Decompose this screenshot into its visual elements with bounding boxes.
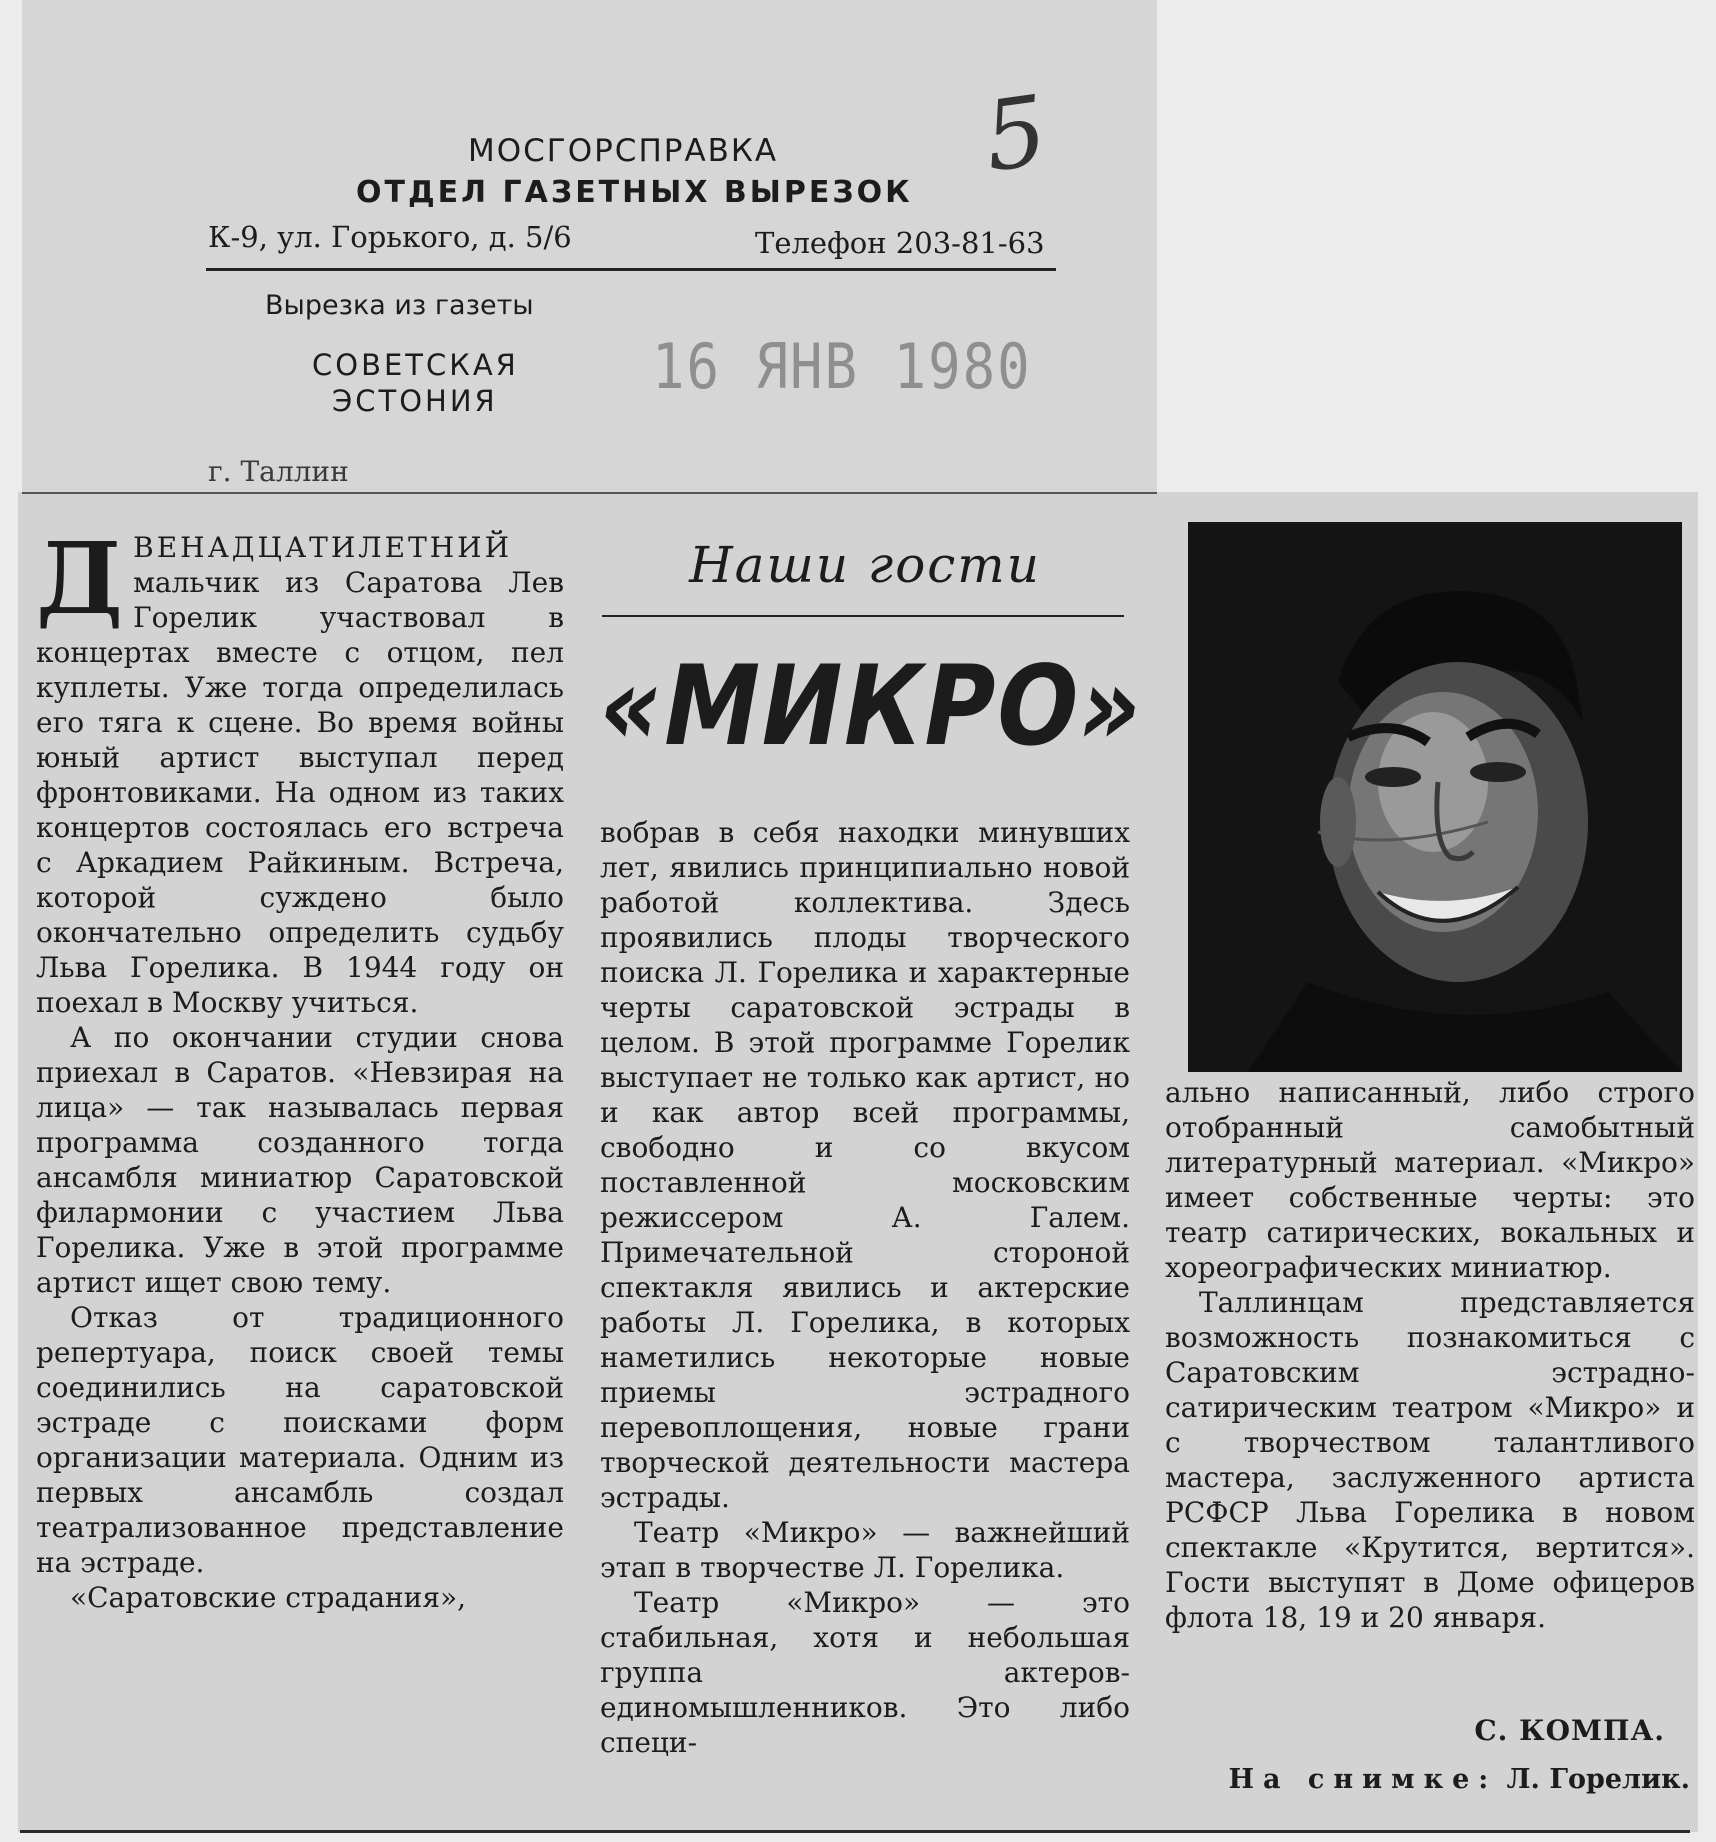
portrait-image [1188,522,1682,1072]
department-name: ОТДЕЛ ГАЗЕТНЫХ ВЫРЕЗОК [356,175,913,210]
article-paragraph: Театр «Микро» — это стабильная, хотя и небольшая группа актеров-единомышленников. Это либо специ- [600,1586,1130,1759]
agency-address: К-9, ул. Горького, д. 5/6 [208,220,572,254]
handwritten-page-mark: 5 [977,74,1054,194]
date-stamp: 16 ЯНВ 1980 [652,330,1032,403]
clipping-top-rule [22,492,1157,494]
article-paragraph: Театр «Микро» — важнейший этап в творчестве Л. Горелика. [600,1516,1130,1584]
caption-label: На снимке: [1228,1764,1498,1795]
caption-text: Л. Горелик. [1497,1764,1690,1795]
article-paragraph: «Саратовские страдания», [70,1581,467,1614]
city: г. Таллин [208,455,349,488]
article-paragraph: Таллинцам представляется возможность познакомиться с Саратовским эстрадно-сатирическим театром «Микро» и с творчеством талантливого мастера, заслуженного артиста РСФСР Льва Горелика в новом спектакле «Крутится, вертится». Гости выступят в Доме офицеров флота 18, 19 и 20 января. [1165,1286,1695,1634]
cut-label: Вырезка из газеты [265,290,534,321]
drop-cap: Д [36,522,124,637]
agency-name: МОСГОРСПРАВКА [468,133,779,169]
article-paragraph: А по окончании студии снова приехал в Саратов. «Невзирая на лица» — так называлась первая программа созданного тогда ансамбля миниатюр Саратовской филармонии с участием Льва Горелика. Уже в этой программе артист ищет свою тему. [36,1021,564,1299]
article-column-2 [600,815,1130,1760]
header-rule [206,268,1056,271]
article-column-3 [1165,1075,1695,1635]
article-paragraph: Отказ от традиционного репертуара, поиск своей темы соединились на саратовской эстраде с поисками форм организации материала. Одним из первых ансамбль создал театрализованное представление на эстраде. [36,1301,564,1579]
article-headline: «МИКРО» [588,641,1156,771]
newspaper-name-line2: ЭСТОНИЯ [332,384,498,418]
portrait-photo [1188,522,1682,1072]
agency-phone: Телефон 203-81-63 [755,226,1045,260]
photo-caption [1165,1764,1690,1795]
article-column-1 [36,522,564,1615]
author-signature: С. КОМПА. [1474,1714,1665,1747]
newspaper-name-line1: СОВЕТСКАЯ [312,348,519,382]
rubric: Наши гости [689,536,1041,594]
lead-caps: ВЕНАДЦАТИЛЕТНИЙ [133,531,512,564]
paragraph-text: мальчик из Саратова Лев Горелик участвовал в концертах вместе с отцом, пел куплеты. Уже тогда определилась его тяга к сцене. Во время войны юный артист выступал перед фронтовиками. На одном из таких концертов состоялась его встреча с Аркадием Райкиным. Встреча, которой суждено было окончательно определить судьбу Льва Горелика. В 1944 году он поехал в Москву учиться. [36,566,564,1019]
article-paragraph: ально написанный, либо строго отобранный самобытный литературный материал. «Микро» имеет собственные черты: это театр сатирических, вокальных и хореографических миниатюр. [1165,1076,1695,1284]
article-paragraph: вобрав в себя находки минувших лет, явились принципиально новой работой коллектива. Здесь проявились плоды творческого поиска Л. Горелика и характерные черты саратовской эстрады в целом. В этой программе Горелик выступает не только как артист, но и как автор всей программы, свободно и со вкусом поставленной московским режиссером А. Галем. Примечательной стороной спектакля явились и актерские работы Л. Горелика, в которых наметились некоторые новые приемы эстрадного перевоплощения, новые грани творческой деятельности мастера эстрады. [600,816,1130,1514]
bottom-rule [20,1830,1690,1833]
rubric-rule [602,615,1124,617]
article-paragraph [36,522,564,1020]
